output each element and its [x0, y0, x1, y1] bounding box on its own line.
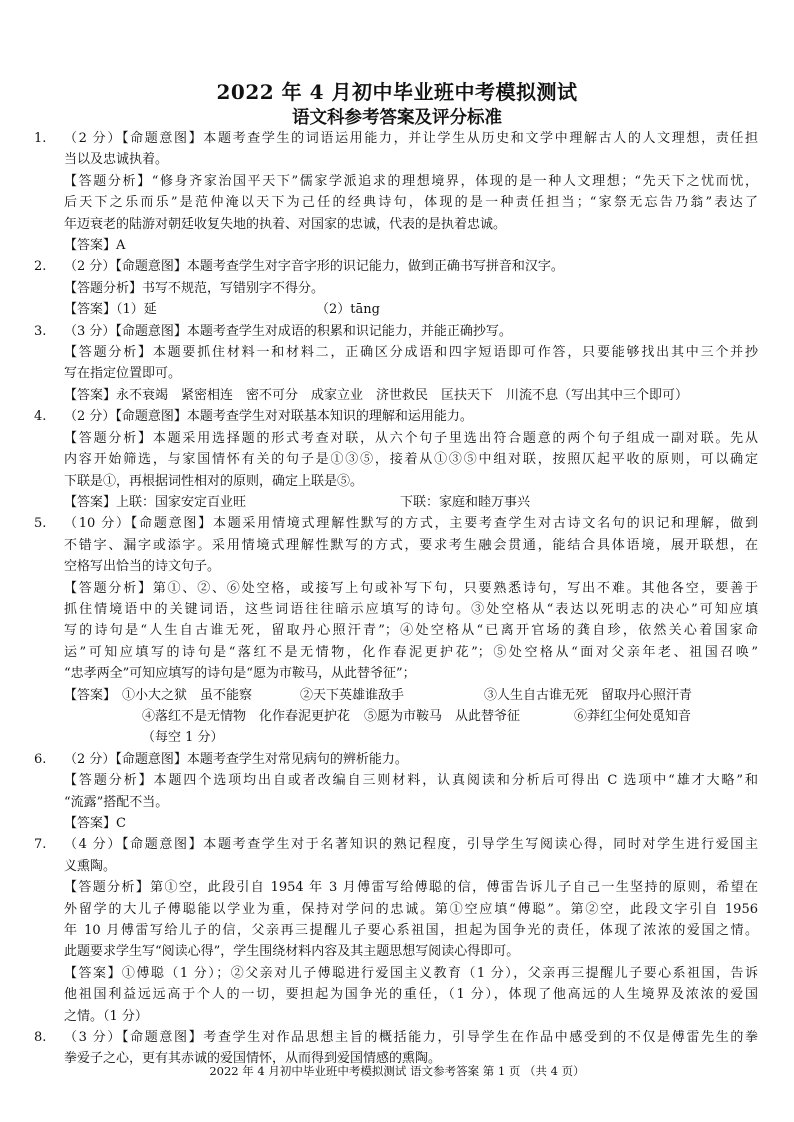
- answer-line: 【答案】A: [64, 238, 126, 254]
- answer-line: 他祖国利益远远高于个人的一切，要担起为国争光的重任，（1 分），体现了他高远的人生境界及浓浓的爱国: [64, 987, 758, 1003]
- analysis-line: 【答题分析】第①、②、⑥处空格，或接写上句或补写下句，只要熟悉诗句，写出不难。其他各空，要善于: [64, 580, 758, 596]
- analysis-line: 【答题分析】第①空，此段引自 1954 年 3 月傅雷写给傅聪的信，傅雷告诉儿子自己一生坚持的原则，希望在: [64, 880, 758, 896]
- question-line: （3 分）【命题意图】本题考查学生对成语的积累和识记能力，并能正确抄写。: [64, 323, 512, 339]
- answer-line: [64, 492, 758, 513]
- question-1: [34, 128, 758, 256]
- question-number: 4.: [34, 409, 47, 425]
- question-line: 空格写出恰当的诗文句子。: [64, 559, 221, 575]
- analysis-line: 年 10 月傅雷写给儿子的信，父亲再三提醒儿子要心系祖国，担起为国争光的责任，体现了浓浓的爱国之情。: [64, 923, 758, 939]
- answer-line: 【答案】①傅聪（1 分）；②父亲对儿子傅聪进行爱国主义教育（1 分），父亲再三提醒儿子要心系祖国，告诉: [64, 965, 758, 981]
- question-number: 3.: [34, 323, 47, 339]
- question-line: （3 分）【命题意图】考查学生对作品思想主旨的概括能力，引导学生在作品中感受到的不仅是傅雷先生的拳: [64, 1030, 758, 1046]
- answer-line: [64, 299, 758, 320]
- analysis-line: 【答题分析】本题四个选项均出自或者改编自三则材料，认真阅读和分析后可得出 C 选项中“雄才大略”和: [64, 773, 758, 789]
- question-number: 5.: [34, 516, 47, 532]
- question-line: 义熏陶。: [64, 858, 117, 874]
- question-line: 当以及忠诚执着。: [64, 152, 169, 168]
- answer-blank-2: ②天下英雄谁敌手: [300, 687, 405, 703]
- analysis-line: 内容开始筛选，与家国情怀有关的句子是①③⑤，接着从①③⑤中组对联，按照仄起平收的原则，可以确定: [64, 452, 758, 468]
- analysis-line: 后天下之乐而乐”是范仲淹以天下为己任的经典诗句，体现的是一种责任担当；“家祭无忘告乃翁”表达了: [64, 195, 758, 211]
- answer-blank-3: ③人生自古谁无死 留取丹心照汗青: [484, 687, 693, 703]
- page-subtitle: 语文科参考答案及评分标准: [292, 108, 502, 128]
- analysis-line: “忠孝两全”可知应填写的诗句是“愿为市鞍马，从此替爷征”；: [64, 666, 416, 682]
- page-title: 2022 年 4 月初中毕业班中考模拟测试: [216, 80, 578, 104]
- analysis-line: 【答题分析】本题采用选择题的形式考查对联，从六个句子里选出符合题意的两个句子组成一副对联。先从: [64, 430, 758, 446]
- analysis-line: 运”可知应填写的诗句是“落红不是无情物，化作春泥更护花”；⑤处空格从“面对父亲年老、祖国召唤”: [64, 644, 758, 660]
- question-3: [34, 321, 758, 407]
- question-line: 不错字、漏字或添字。采用情境式理解性默写的方式，要求考生融会贯通，能结合具体语境，展开联想，在: [64, 537, 758, 553]
- answer-part: 下联：家庭和睦万事兴: [400, 494, 531, 510]
- analysis-line: 【答题分析】本题要抓住材料一和材料二，正确区分成语和四字短语即可作答，只要能够找出其中三个并抄: [64, 345, 758, 361]
- analysis-line: “流露”搭配不当。: [64, 794, 169, 810]
- answer-line: [64, 685, 758, 706]
- answer-line: 之情。（1 分）: [64, 1008, 148, 1024]
- question-line: （4 分）【命题意图】本题考查学生对于名著知识的熟记程度，引导学生写阅读心得，同时对学生进行爱国主: [64, 837, 758, 853]
- answer-blank-1: ①小大之狱 虽不能察: [122, 687, 253, 703]
- answer-blank-5: ⑤愿为市鞍马 从此替爷征: [364, 708, 521, 724]
- analysis-line: 外留学的大儿子傅聪能以学业为重，保持对学问的忠诚。第①空应填“傅聪”。第②空，此段文字引自 1956: [64, 901, 758, 917]
- analysis-line: 此题要求学生写“阅读心得”，学生围绕材料内容及其主题思想写阅读心得即可。: [64, 944, 520, 960]
- question-line: （10 分）【命题意图】本题采用情境式理解性默写的方式，主要考查学生对古诗文名句的识记和理解，做到: [64, 516, 758, 532]
- answer-part: 【答案】（1）延: [64, 302, 157, 318]
- question-7: [34, 834, 758, 1027]
- answer-part: 【答案】上联：国家安定百业旺: [64, 494, 247, 510]
- score-note: （每空 1 分）: [142, 730, 224, 746]
- question-4: [34, 406, 758, 513]
- analysis-line: 下联是①，再根据词性相对的原则，确定上联是⑤。: [64, 473, 364, 489]
- question-line: （2 分）【命题意图】本题考查学生对常见病句的辨析能力。: [64, 751, 408, 767]
- question-line: （2 分）【命题意图】本题考查学生的词语运用能力，并让学生从历史和文学中理解古人的人文理想，责任担: [64, 131, 758, 146]
- question-6: [34, 749, 758, 835]
- analysis-line: 写的诗句是“人生自古谁无死，留取丹心照汗青”；④处空格从“已离开官场的龚自珍，依然关心着国家命: [64, 623, 758, 639]
- answer-content: [34, 128, 758, 1070]
- answer-line: 【答案】C: [64, 816, 126, 831]
- analysis-line: 【答题分析】“修身齐家治国平天下”儒家学派追求的理想境界，体现的是一种人文理想；“先天下之忧而忧，: [64, 173, 758, 189]
- analysis-line: 写在指定位置即可。: [64, 366, 182, 382]
- question-2: [34, 256, 758, 320]
- question-5: [34, 513, 758, 748]
- question-number: 7.: [34, 837, 47, 853]
- analysis-line: 抓住情境语中的关键词语，这些词语往往暗示应填写的诗句。③处空格从“表达以死明志的决心”可知应填: [64, 601, 758, 617]
- question-line: （2 分）【命题意图】本题考查学生对字音字形的识记能力，做到正确书写拼音和汉字。: [64, 259, 564, 275]
- question-number: 1.: [34, 131, 47, 146]
- analysis-line: 【答题分析】书写不规范，写错别字不得分。: [64, 280, 325, 296]
- question-number: 8.: [34, 1030, 47, 1046]
- analysis-line: 年迈衰老的陆游对朝廷收复失地的执着、对国家的忠诚，代表的是执着忠诚。: [64, 216, 507, 232]
- answer-line: [64, 706, 758, 727]
- page-footer: 2022 年 4 月初中毕业班中考模拟测试 语文参考答案 第 1 页 （共 4 页）: [209, 1064, 585, 1078]
- answer-line: 【答案】永不衰竭 紧密相连 密不可分 成家立业 济世救民 匡扶天下 川流不息（写出其中三个即可）: [64, 387, 689, 403]
- question-line: （2 分）【命题意图】本题考查学生对对联基本知识的理解和运用能力。: [64, 409, 473, 425]
- answer-label: 【答案】: [64, 687, 117, 703]
- question-number: 6.: [34, 751, 47, 767]
- question-line: 拳爱子之心，更有其赤诚的爱国情怀，从而得到爱国情感的熏陶。: [64, 1051, 442, 1067]
- answer-blank-4: ④落红不是无情物 化作春泥更护花: [142, 708, 351, 724]
- answer-blank-6: ⑥莽红尘何处觅知音: [574, 708, 692, 724]
- question-number: 2.: [34, 259, 47, 275]
- answer-part: （2）tāng: [316, 302, 380, 318]
